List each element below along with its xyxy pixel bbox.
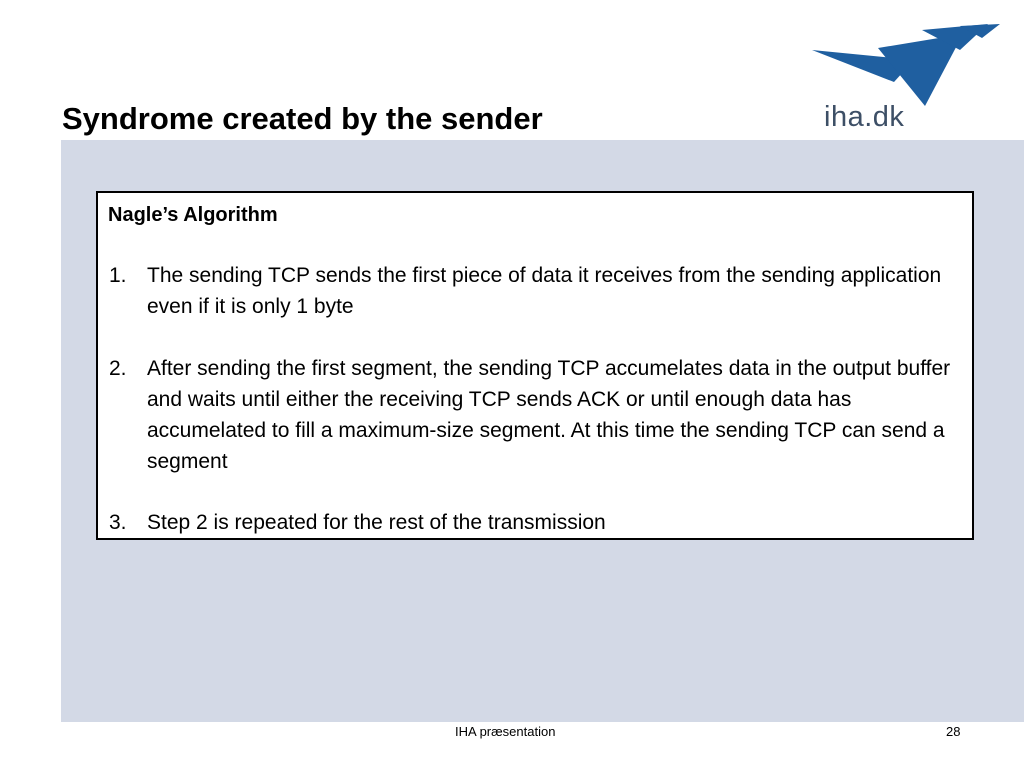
iha-logo [810,20,1005,135]
step-number: 1. [109,264,127,287]
footer-text: IHA præsentation [455,724,556,739]
logo-text: iha.dk [824,101,905,133]
algorithm-textbox [96,191,974,540]
iha-bird-logo-icon [810,20,1005,110]
slide-title: Syndrome created by the sender [62,101,543,136]
step-text: The sending TCP sends the first piece of data it receives from the sending application even if it is only 1 byte [147,264,942,318]
box-heading: Nagle’s Algorithm [108,204,278,226]
step-text: Step 2 is repeated for the rest of the transmission [147,511,606,534]
page-number: 28 [946,724,961,739]
step-number: 3. [109,511,127,534]
step-number: 2. [109,357,127,380]
step-text: After sending the first segment, the sending TCP accumelates data in the output buffer and waits until either the receiving TCP sends ACK or until enough data has accumelated to fill a maximum-size segment. At this time the sending TCP can send a segment [147,357,951,473]
